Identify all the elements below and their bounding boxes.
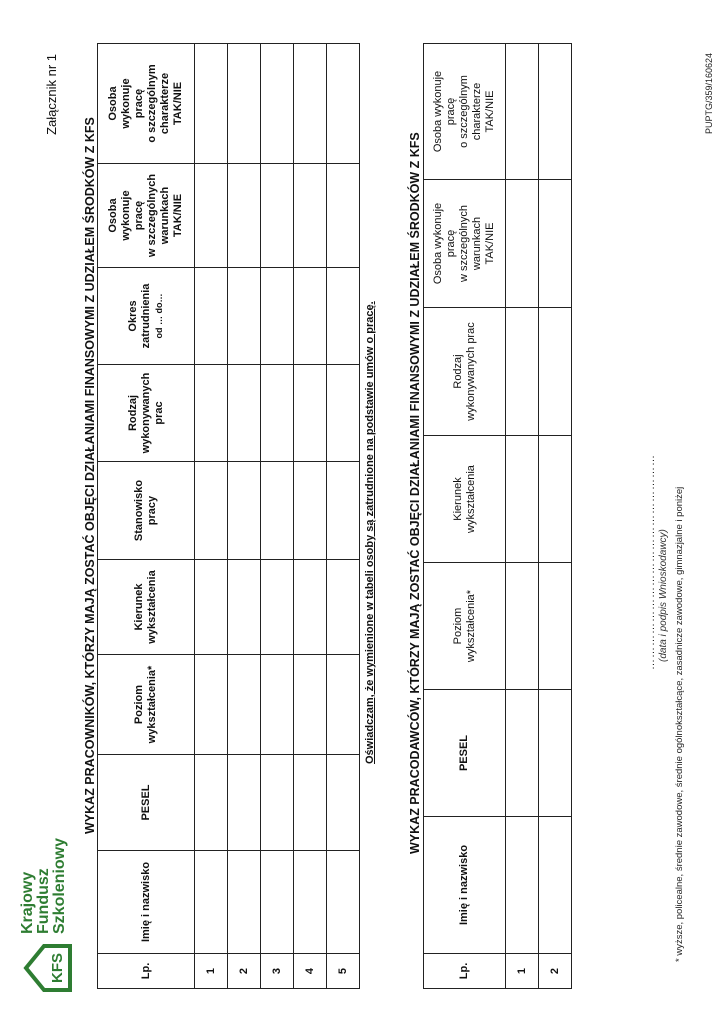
empty-cell[interactable] — [327, 655, 360, 755]
empty-cell[interactable] — [261, 164, 294, 268]
empty-cell[interactable] — [327, 560, 360, 655]
empty-cell[interactable] — [327, 44, 360, 164]
col-work-type: Rodzaj wykonywanych prac — [98, 365, 195, 462]
empty-cell[interactable] — [261, 268, 294, 365]
employees-table — [97, 43, 360, 989]
empty-cell[interactable] — [195, 851, 228, 954]
empty-cell[interactable] — [228, 365, 261, 462]
footnote: * wyższe, policealne, średnie zawodowe, średnie ogólnokształcące, zasadnicze zawodowe, gimnazjalne i poniżej — [674, 486, 685, 962]
table-row — [539, 44, 572, 989]
empty-cell[interactable] — [195, 755, 228, 851]
table1-title: WYKAZ PRACOWNIKÓW, KTÓRZY MAJĄ ZOSTAĆ OBJĘCI DZIAŁANIAMI FINANSOWYMI Z UDZIAŁEM ŚRODKÓW Z KFS — [83, 117, 97, 834]
row-number: 2 — [228, 954, 261, 989]
empty-cell[interactable] — [539, 563, 572, 690]
empty-cell[interactable] — [327, 164, 360, 268]
col-pesel: PESEL — [98, 755, 195, 851]
empty-cell[interactable] — [327, 755, 360, 851]
empty-cell[interactable] — [294, 365, 327, 462]
col-direction: Kierunek wykształcenia — [98, 560, 195, 655]
table-row — [261, 44, 294, 989]
empty-cell[interactable] — [539, 436, 572, 563]
empty-cell[interactable] — [261, 655, 294, 755]
empty-cell[interactable] — [195, 268, 228, 365]
col-lp: Lp. — [424, 954, 506, 989]
col-position: Stanowisko pracy — [98, 462, 195, 560]
col-level: Poziom wykształcenia* — [98, 655, 195, 755]
table-row — [327, 44, 360, 989]
empty-cell[interactable] — [261, 755, 294, 851]
empty-cell[interactable] — [506, 690, 539, 817]
empty-cell[interactable] — [294, 560, 327, 655]
kfs-house-icon — [22, 942, 74, 994]
row-number: 1 — [506, 954, 539, 989]
table-row — [228, 44, 261, 989]
empty-cell[interactable] — [294, 44, 327, 164]
empty-cell[interactable] — [294, 851, 327, 954]
logo-line-2: Fundusz — [35, 868, 52, 934]
col-special-conditions: Osoba wykonuje pracę w szczególnych warunkach TAK/NIE — [98, 164, 195, 268]
table2-title: WYKAZ PRACODAWCÓW, KTÓRZY MAJĄ ZOSTAĆ OBJĘCI DZIAŁANIAMI FINANSOWYMI Z UDZIAŁEM ŚRODKÓW Z KFS — [408, 132, 422, 854]
empty-cell[interactable] — [294, 655, 327, 755]
empty-cell[interactable] — [539, 308, 572, 436]
empty-cell[interactable] — [539, 817, 572, 954]
row-number: 1 — [195, 954, 228, 989]
empty-cell[interactable] — [228, 44, 261, 164]
empty-cell[interactable] — [506, 44, 539, 180]
table-row — [506, 44, 539, 989]
empty-cell[interactable] — [506, 817, 539, 954]
empty-cell[interactable] — [195, 560, 228, 655]
col-work-type: Rodzaj wykonywanych prac — [424, 308, 506, 436]
empty-cell[interactable] — [539, 44, 572, 180]
col-pesel: PESEL — [424, 690, 506, 817]
logo-line-1: Krajowy — [19, 871, 36, 934]
empty-cell[interactable] — [294, 462, 327, 560]
empty-cell[interactable] — [261, 851, 294, 954]
empty-cell[interactable] — [327, 365, 360, 462]
col-special-nature: Osoba wykonuje pracę o szczególnym charakterze TAK/NIE — [98, 44, 195, 164]
annex-label: Załącznik nr 1 — [44, 54, 59, 135]
empty-cell[interactable] — [195, 44, 228, 164]
col-special-conditions: Osoba wykonuje pracę w szczególnych warunkach TAK/NIE — [424, 180, 506, 308]
empty-cell[interactable] — [261, 44, 294, 164]
row-number: 5 — [327, 954, 360, 989]
empty-cell[interactable] — [327, 268, 360, 365]
employers-table — [423, 43, 572, 989]
col-name: Imię i nazwisko — [98, 851, 195, 954]
col-level: Poziom wykształcenia* — [424, 563, 506, 690]
empty-cell[interactable] — [228, 462, 261, 560]
empty-cell[interactable] — [506, 180, 539, 308]
empty-cell[interactable] — [228, 755, 261, 851]
row-number: 4 — [294, 954, 327, 989]
document-code: PUPTG/359/160624 — [704, 52, 714, 134]
declaration-text: Oświadczam, że wymienione w tabeli osoby są zatrudnione na podstawie umów o pracę. — [364, 301, 376, 764]
empty-cell[interactable] — [539, 690, 572, 817]
empty-cell[interactable] — [327, 462, 360, 560]
empty-cell[interactable] — [195, 655, 228, 755]
empty-cell[interactable] — [261, 365, 294, 462]
table-row — [294, 44, 327, 989]
row-number: 2 — [539, 954, 572, 989]
empty-cell[interactable] — [539, 180, 572, 308]
empty-cell[interactable] — [228, 655, 261, 755]
col-direction: Kierunek wykształcenia — [424, 436, 506, 563]
empty-cell[interactable] — [506, 436, 539, 563]
empty-cell[interactable] — [294, 755, 327, 851]
signature-caption: (data i podpis Wnioskodawcy) — [658, 529, 669, 662]
empty-cell[interactable] — [228, 560, 261, 655]
empty-cell[interactable] — [195, 365, 228, 462]
empty-cell[interactable] — [261, 560, 294, 655]
empty-cell[interactable] — [506, 308, 539, 436]
svg-text:KFS: KFS — [49, 953, 66, 983]
empty-cell[interactable] — [195, 164, 228, 268]
col-lp: Lp. — [98, 954, 195, 989]
table-row — [195, 44, 228, 989]
empty-cell[interactable] — [228, 268, 261, 365]
empty-cell[interactable] — [327, 851, 360, 954]
empty-cell[interactable] — [228, 851, 261, 954]
logo-line-3: Szkoleniowy — [51, 837, 68, 934]
empty-cell[interactable] — [294, 164, 327, 268]
empty-cell[interactable] — [294, 268, 327, 365]
col-special-nature: Osoba wykonuje pracę o szczególnym charakterze TAK/NIE — [424, 44, 506, 180]
empty-cell[interactable] — [228, 164, 261, 268]
col-name: Imię i nazwisko — [424, 817, 506, 954]
empty-cell[interactable] — [195, 462, 228, 560]
signature-line: ……………………………………………… — [645, 454, 657, 670]
row-number: 3 — [261, 954, 294, 989]
col-period: Okres zatrudnienia od … do… — [98, 268, 195, 365]
empty-cell[interactable] — [261, 462, 294, 560]
kfs-logo — [19, 804, 82, 994]
empty-cell[interactable] — [506, 563, 539, 690]
